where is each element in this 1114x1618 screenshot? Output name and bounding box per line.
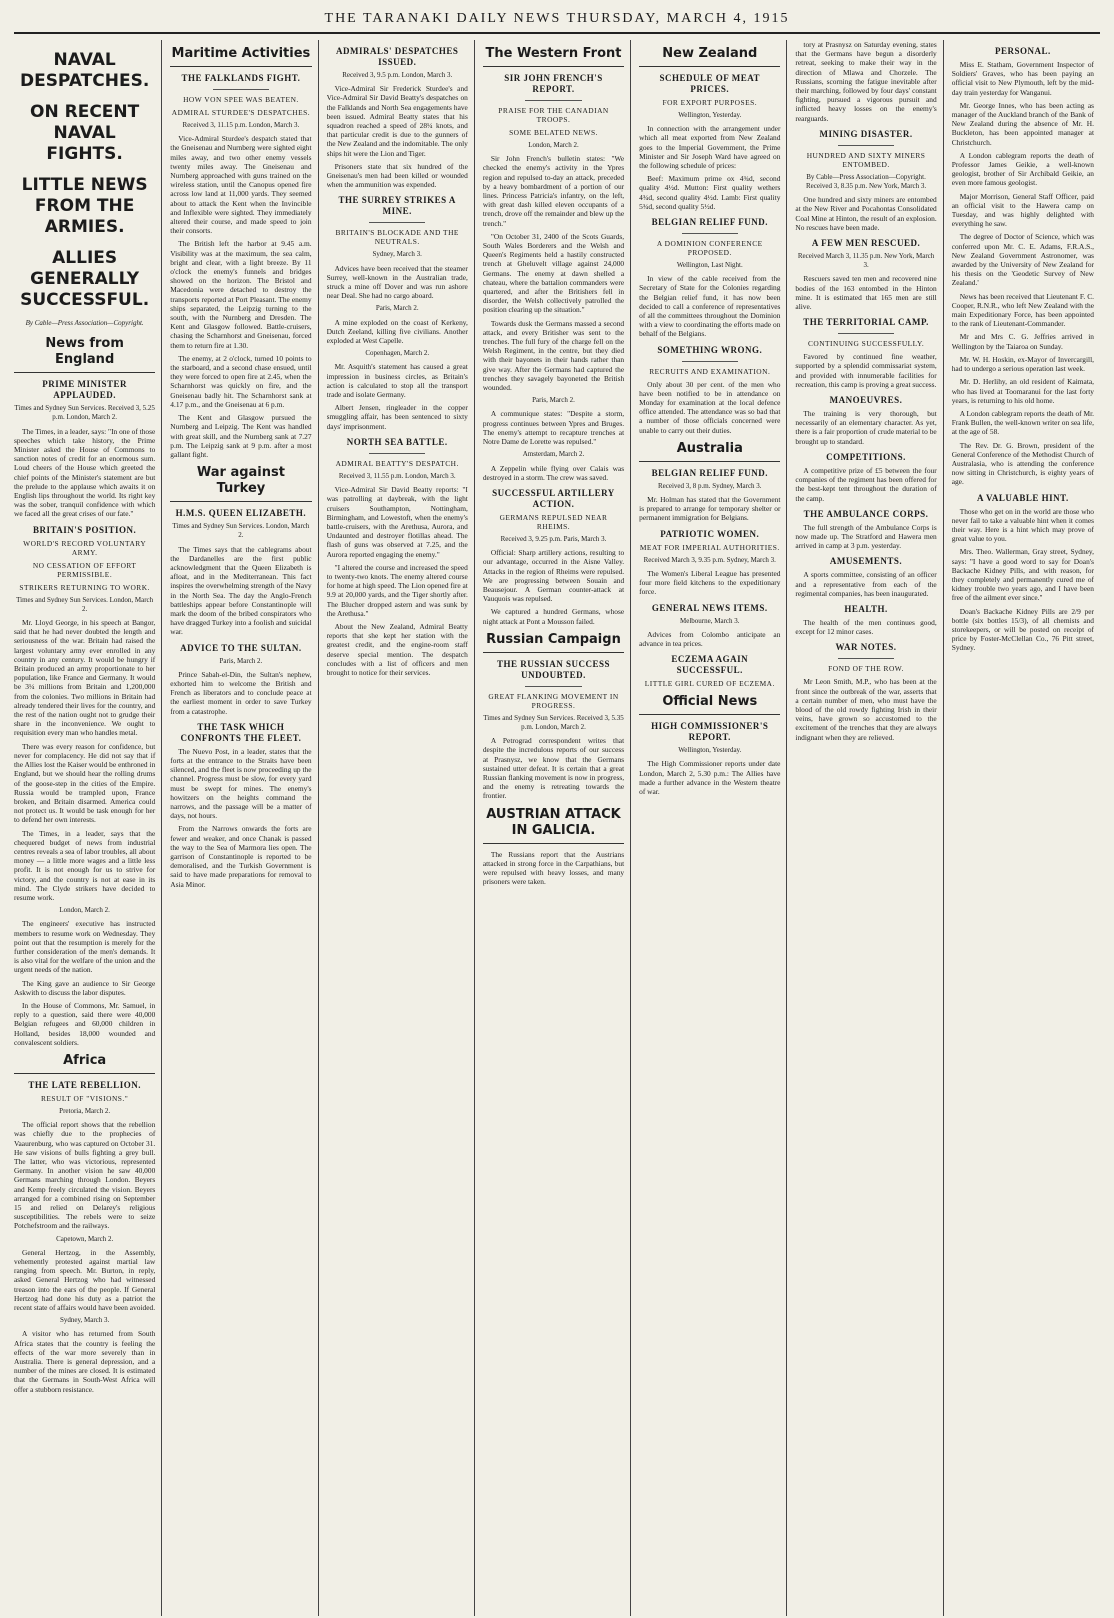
- article-paragraph: The training is very thorough, but necessarily of an elementary character. As yet, there is a fair proportion of crude material to be brought up to standard.: [795, 409, 937, 446]
- column-3: [327, 40, 475, 1616]
- article-paragraph: The engineers' executive has instructed members to resume work on Wednesday. They point out that the resumption is merely for the further consideration of the men's demands. It is also vital for the welfare of the union and the urgent needs of the nation.: [14, 919, 156, 975]
- sub-heading: NO CESSATION OF EFFORT PERMISSIBLE.: [32, 560, 137, 579]
- article-heading: MANOEUVRES.: [829, 395, 903, 406]
- article-paragraph: Doan's Backache Kidney Pills are 2/9 per bottle (six bottles 15/3), of all chemists and storekeepers, or will be posted on receipt of price by Foster-McClellan Co., 76 Pitt street, Sydney.: [951, 606, 1094, 653]
- sub-heading: HUNDRED AND SIXTY MINERS ENTOMBED.: [806, 150, 926, 169]
- article-heading: ECZEMA AGAIN SUCCESSFUL.: [671, 654, 749, 676]
- article-paragraph: Only about 30 per cent. of the men who have been notified to be in attendance on Monday for examination at the local defence office attended. The attendance was so bad that a number of those officials concerned were unable to carry out their duties.: [639, 379, 781, 435]
- dateline: London, March 2.: [528, 141, 579, 149]
- article-heading: MINING DISASTER.: [819, 128, 913, 139]
- sub-heading: FOR EXPORT PURPOSES.: [662, 98, 758, 107]
- article-paragraph: News has been received that Lieutenant F. C. Cooper, R.N.R., who left New Zealand with the main Expeditionary Force, has been appointed to the rank of Lieutenant-Commander.: [951, 291, 1094, 329]
- section-heading: Maritime Activities: [170, 46, 311, 67]
- sub-heading: SOME BELATED NEWS.: [509, 128, 598, 137]
- article-heading: THE TERRITORIAL CAMP.: [803, 317, 929, 328]
- dateline: Copenhagen, March 2.: [365, 349, 430, 358]
- article-heading: SIR JOHN FRENCH'S REPORT.: [504, 73, 603, 94]
- article-heading: SUCCESSFUL ARTILLERY ACTION.: [492, 487, 615, 509]
- article-paragraph: Vice-Admiral Sturdee's despatch stated that the Gneisenau and Nurnberg were sighted eight miles away, and two other enemy vessels twenty miles away. The Gneisenau and Nurnberg approached with guns trained on the wireless station, until the Canopus opened fire across low land at 11,000 yards. They seemed about to attack the Kent when the Invincible and Inflexible were sighted. They immediately altered their course, and made speed to join their consorts.: [170, 134, 312, 236]
- dateline: Paris, March 2.: [532, 396, 575, 405]
- article-paragraph: A Petrograd correspondent writes that despite the incredulous reports of our success at Prasnysz, we know that the Germans sustained utter defeat. It is certain that a great Russian flanking movement is now in progress, and the enemy is retreating towards the frontier.: [482, 736, 625, 801]
- dateline: Wellington, Yesterday.: [678, 746, 742, 755]
- article-paragraph: Mr. Asquith's statement has caused a great impression in business circles, as Britain's action is calculated to stop all the transport trade and isolate Germany.: [326, 362, 468, 400]
- dateline: Pretoria, March 2.: [59, 1106, 111, 1115]
- article-paragraph: The Russians report that the Austrians attacked in strong force in the Carpathians, but were repulsed with heavy losses, and many prisoners were taken.: [482, 849, 625, 887]
- column-2: [170, 40, 318, 1616]
- divider: [682, 233, 739, 234]
- sub-heading: BRITAIN'S BLOCKADE AND THE NEUTRALS.: [335, 228, 459, 247]
- article-paragraph: Beef: Maximum prime ox 4¾d, second quality 4½d. Mutton: First quality wethers 4¾d, second quality 4½d. Lamb: First quality 5¾d, second quality 5½d.: [639, 174, 781, 211]
- sub-heading: RESULT OF "VISIONS.": [40, 1093, 129, 1103]
- article-paragraph: One hundred and sixty miners are entombed at the New River and Pocahontas Consolidated Coal Mine at Hinton, the result of an explosion. No rescues have been made.: [795, 195, 937, 232]
- dateline: Paris, March 2.: [219, 656, 263, 665]
- article-paragraph: The official report shows that the rebellion was chiefly due to the prophecies of Vaaurenburg, who was captured on October 31. He saw visions of bulls fighting a grey bull. The latter, who was victorious, represented Germany. In another vision he saw 40,000 Germans marching through London. Beyers and Kemp freely circulated the vision. Beyers arranged for a combined rising on September 15 and relied on Delarey's religious susceptibilities. The rebels were to seize Potchefstroom and the railways.: [14, 1120, 156, 1231]
- sub-heading: STRIKERS RETURNING TO WORK.: [19, 582, 150, 592]
- cable-credit: By Cable—Press Association—Copyright.: [25, 319, 144, 327]
- headline: LITTLE NEWS FROM THE ARMIES.: [21, 175, 148, 237]
- article-paragraph: A communique states: "Despite a storm, progress continues between Ypres and Bruges. The enemy's attempt to recapture trenches at Notre Dame de Lorette was repulsed.": [482, 409, 625, 447]
- article-paragraph: Mr. George Innes, who has been acting as manager of the Auckland branch of the Bank of New Zealand during the absence of Mr. H. Buckleton, has been appointed manager at Christchurch.: [951, 100, 1094, 147]
- article-heading: BELGIAN RELIEF FUND.: [651, 217, 768, 228]
- article-heading: H.M.S. QUEEN ELIZABETH.: [175, 508, 307, 519]
- dateline: Times and Sydney Sun Services. Received 3, 5.25 p.m. London, March 2.: [14, 404, 155, 422]
- article-heading: THE AMBULANCE CORPS.: [803, 508, 929, 519]
- headline: ON RECENT NAVAL FIGHTS.: [30, 102, 140, 164]
- divider: [213, 89, 270, 90]
- article-heading: WAR NOTES.: [835, 642, 897, 653]
- article-paragraph: The King gave an audience to Sir George Askwith to discuss the labor disputes.: [14, 978, 156, 997]
- article-paragraph: Vice-Admiral Sir David Beatty reports: "I was patrolling at daybreak, with the light cruisers Southampton, Nottingham, Birmingham, and Lowestoft, when the enemy's battle-cruisers, with the Arethusa, Aurora, and Undaunted and destroyer flotillas ahead. The flash of guns was observed at 7.25, and the Aurora reported engaging the enemy.": [326, 485, 468, 559]
- column-7: [952, 40, 1100, 1616]
- divider: [369, 453, 426, 454]
- article-paragraph: A competitive prize of £5 between the four companies of the regiment has been offered for the best-kept tent throughout the duration of the camp.: [795, 465, 937, 503]
- article-heading: ADVICE TO THE SULTAN.: [180, 642, 302, 653]
- article-heading: THE SURREY STRIKES A MINE.: [338, 195, 456, 217]
- sub-heading: FOND OF THE ROW.: [828, 664, 904, 674]
- article-paragraph: The full strength of the Ambulance Corps is now made up. The Stratford and Hawera men arrived in camp at 3 p.m. yesterday.: [795, 522, 937, 551]
- article-paragraph: The Times says that the cablegrams about the Dardanelles are the first public acknowledgment that the Queen Elizabeth is afloat, and in the Mediterranean. This fact inspires the overwhelming strength of the Navy in the North Sea. The day the Anglo-French battleships appear before Constantinople will mark the doom of the bribed conspirators who have dragged Turkey into a foolish and suicidal war.: [170, 544, 312, 637]
- dateline: Wellington, Last Night.: [676, 261, 743, 270]
- article-paragraph: Prisoners state that six hundred of the Gneisenau's men had been killed or wounded when the ammunition was expended.: [326, 161, 468, 190]
- divider: [369, 222, 426, 223]
- divider: [838, 145, 895, 146]
- sub-heading: MEAT FOR IMPERIAL AUTHORITIES.: [639, 542, 780, 552]
- article-paragraph: Prince Sabah-el-Din, the Sultan's nephew, exhorted him to welcome the British and French as liberators and to conclude peace at the earliest moment in order to save Turkey from a catastrophe.: [170, 669, 312, 716]
- article-paragraph: The British left the harbor at 9.45 a.m. Visibility was at the maximum, the sea calm, bright and clear, with a light breeze. By 11 o'clock the enemy's funnels and bridges showed on the horizon. The Bristol and Macedonia were detached to destroy the transports reported at Port Pleasant. The enemy ships separated, the Leipzig turning to the south, with the Nurnberg and Dresden. The Kent and Glasgow followed. Battle-cruisers, chasing the Scharnhorst and Gneisenau, forced them to return fire at 1.30.: [170, 239, 312, 350]
- divider: [525, 686, 582, 687]
- masthead: THE TARANAKI DAILY NEWS THURSDAY, MARCH 4, 1915: [14, 6, 1100, 34]
- column-5: [639, 40, 787, 1616]
- column-grid: [14, 40, 1100, 1616]
- section-heading: News from England: [14, 336, 155, 373]
- article-paragraph: The degree of Doctor of Science, which was conferred upon Mr. C. E. Adams, F.R.A.S., New Zealand Government Astronomer, was awarded by the University of New Zealand for his thesis on the 'Geodetic Survey of New Zealand.': [951, 232, 1094, 288]
- article-paragraph: General Hertzog, in the Assembly, vehemently protested against martial law ranging from speech. Mr. Burton, in reply, asked General Hertzog who had witnessed treason into the ears of the people. If General Hertzog had done his duty as a patriot the recent state of affairs would have been avoided.: [14, 1247, 156, 1313]
- article-paragraph: Favored by continued fine weather, supported by a splendid commissariat system, and provided with innumerable facilities for recreation, this camp is proving a great success.: [795, 352, 937, 389]
- article-heading: THE LATE REBELLION.: [28, 1079, 141, 1090]
- article-paragraph: The High Commissioner reports under date London, March 2, 5.30 p.m.: The Allies have made a further advance in the Western theatre of war.: [639, 759, 781, 796]
- article-paragraph: From the Narrows onwards the forts are fewer and weaker, and once Chanak is passed the way to the Sea of Marmora lies open. The garrison of Constantinople is reported to be demoralised, and the Turkish Government is said to have made preparations for removal to Asia Minor.: [170, 824, 312, 889]
- sub-heading: CONTINUING SUCCESSFULLY.: [807, 339, 925, 349]
- dateline: Amsterdam, March 2.: [522, 450, 585, 459]
- dateline: London, March 2.: [59, 906, 110, 915]
- article-heading: ADMIRALS' DESPATCHES ISSUED.: [335, 46, 459, 67]
- dateline: By Cable—Press Association—Copyright. Received 3, 8.35 p.m. New York, March 3.: [805, 172, 927, 191]
- column-6: [795, 40, 943, 1616]
- article-paragraph: The Times, in a leader, says: "In one of those speeches which take history, the Prime Minister asked the House of Commons to sanction notes of credit for an enormous sum. Loud cheers of the House which greeted the chief points of the Minister's statement are but the prelude to the applause which awaits it on English lips throughout the world. Its right key was the sober, tranquil confidence with which we faced all the great crises of our fate.": [14, 426, 156, 519]
- article-paragraph: Sir John French's bulletin states: "We checked the enemy's activity in the Ypres region and repulsed to-day an attack, preceded by a heavy bombardment of a portion of our lines. Princess Patricia's infantry, on the left, with great dash killed eleven occupants of a trench, drove off the remainder and blew up the trench.": [482, 154, 625, 228]
- article-paragraph: The Times, in a leader, says that the chequered budget of news from industrial centres reveals a sea of labor troubles, all about money — a little more wages and a little less profit. It is not enough for us to strive for victory, and the country is not at ease in its mind. The Clyde strikers have decided to resume work.: [14, 828, 156, 902]
- article-paragraph: In view of the cable received from the Secretary of State for the Colonies regarding the Belgian relief fund, it has now been decided to call a conference of representatives of all the committees throughout the Dominion with a view to coordinating the efforts made on behalf of the Belgians.: [639, 274, 781, 339]
- article-heading: GENERAL NEWS ITEMS.: [651, 602, 768, 613]
- sub-heading: RECRUITS AND EXAMINATION.: [649, 366, 771, 376]
- article-paragraph: Towards dusk the Germans massed a second attack, and every Britisher was sent to the trenches. The full fury of the charge fell on the Welsh Regiment, in the centre, but they died with their bayonets in their hands rather than give way. After the Germans had captured the trenches they savagely bayoneted the British wounded.: [482, 318, 625, 393]
- dateline: Times and Sydney Sun Services. London, March 2.: [172, 522, 310, 540]
- article-paragraph: A mine exploded on the coast of Kerkeny, Dutch Zeeland, killing five civilians. Another exploded at West Capelle.: [326, 317, 468, 346]
- article-heading: SOMETHING WRONG.: [657, 344, 763, 355]
- article-paragraph: tory at Prasnysz on Saturday evening, states that the Germans have begun a disorderly retreat, seeking to make their way in the direction of Mlawa and Chorzele. The Russians, scorning the fatigue inevitable after their marching, followed by four days' constant fighting, pursued a vigorous pursuit and inflicted heavy losses on the enemy's rearguards.: [795, 40, 937, 123]
- article-paragraph: The Kent and Glasgow pursued the Nurnberg and Leipzig. The Kent was handled with great skill, and the Nurnberg sank at 7.27 p.m. The Leipzig sank at 9 p.m. after a most gallant fight.: [170, 413, 312, 459]
- section-heading: The Western Front: [483, 46, 624, 67]
- article-heading: PATRIOTIC WOMEN.: [660, 528, 760, 539]
- headline: NAVAL DESPATCHES.: [19, 50, 150, 91]
- sub-heading: LITTLE GIRL CURED OF ECZEMA.: [644, 679, 775, 689]
- article-heading: NORTH SEA BATTLE.: [346, 436, 448, 447]
- article-heading: BRITAIN'S POSITION.: [32, 524, 137, 535]
- article-paragraph: Those who get on in the world are those who never fail to take a valuable hint when it comes their way. Here is a hint which may prove of great value to you.: [951, 506, 1094, 544]
- section-heading: Russian Campaign: [483, 632, 624, 653]
- article-paragraph: In connection with the arrangement under which all meat exported from New Zealand goes to the Imperial Government, the Prime Minister and Sir Joseph Ward have agreed on the following schedule of prices:: [639, 124, 781, 171]
- dateline: Sydney, March 3.: [59, 1316, 110, 1325]
- dateline: Times and Sydney Sun Services. Received 3, 5.35 p.m. London, March 2.: [483, 713, 624, 731]
- article-paragraph: The Rev. Dr. G. Brown, president of the General Conference of the Methodist Church of Australasia, who is attending the conference now sitting in Christchurch, is eighty years of age.: [951, 440, 1094, 487]
- article-paragraph: A London cablegram reports the death of Professor James Geikie, a well-known geologist, brother of Sir Archibald Geikie, an even more famous geologist.: [951, 150, 1094, 188]
- article-heading: HIGH COMMISSIONER'S REPORT.: [651, 721, 769, 743]
- sub-heading: ADMIRAL STURDEE'S DESPATCHES.: [171, 108, 311, 117]
- section-heading: AUSTRIAN ATTACK IN GALICIA.: [483, 807, 624, 844]
- article-paragraph: The health of the men continues good, except for 12 minor cases.: [795, 617, 937, 637]
- dateline: Paris, March 2.: [375, 304, 419, 313]
- sub-heading: ADMIRAL BEATTY'S DESPATCH.: [335, 458, 459, 468]
- dateline: Received March 3, 11.35 p.m. New York, March 3.: [797, 252, 935, 270]
- dateline: Wellington, Yesterday.: [678, 111, 742, 119]
- article-heading: BELGIAN RELIEF FUND.: [651, 467, 768, 478]
- article-paragraph: The Nuevo Post, in a leader, states that the forts at the entrance to the Straits have been silenced, and the fleet is now proceeding up the channel. Progress must be slow, for every yard must be swept for mines. The enemy's howitzers on the heights command the narrows, and the passage will be a matter of days, not hours.: [170, 746, 312, 821]
- article-paragraph: A London cablegram reports the death of Mr. Frank Bullen, the well-known writer on sea life, at the age of 58.: [951, 408, 1094, 437]
- dateline: Received March 3, 9.35 p.m. Sydney, March 3.: [643, 555, 776, 564]
- article-paragraph: A Zeppelin while flying over Calais was destroyed in a storm. The crew was saved.: [482, 463, 625, 482]
- article-paragraph: Mr and Mrs C. G. Jeffries arrived in Wellington by the Taiaroa on Sunday.: [951, 332, 1094, 351]
- article-heading: COMPETITIONS.: [826, 451, 906, 462]
- article-heading: SCHEDULE OF MEAT PRICES.: [659, 73, 761, 94]
- article-paragraph: Mr Leon Smith, M.P., who has been at the front since the outbreak of the war, asserts that a certain number of men, who must have the blood of the old rowdy fighting Irish in their veins, have grown so accustomed to the excitement of the trenches that they are always indignant when they are relieved.: [795, 677, 937, 742]
- headline: ALLIES GENERALLY SUCCESSFUL.: [20, 248, 150, 310]
- article-heading: PERSONAL.: [994, 46, 1051, 56]
- section-heading: Africa: [14, 1053, 155, 1074]
- article-paragraph: Mr. D. Herlihy, an old resident of Kaimata, who has lived at Toomaranui for the last forty years, is returning to his old home.: [951, 377, 1094, 405]
- article-paragraph: "On October 31, 2400 of the Scots Guards, South Wales Borderers and the Welsh and Queen's Regiments held a hastily constructed trench at Gheluvelt village against 24,000 Germans. The enemy at dawn shelled a chateau, where the battalion commanders were quartered, and after the Britishers fell in disorder, the Welsh collectively patrolled the position clearing up the situation.": [482, 231, 625, 315]
- article-heading: THE TASK WHICH CONFRONTS THE FLEET.: [180, 721, 302, 743]
- divider: [838, 658, 895, 659]
- dateline: Received 3, 9.25 p.m. Paris, March 3.: [500, 534, 607, 543]
- dateline: Received 3, 11.55 p.m. London, March 3.: [338, 471, 456, 480]
- divider: [525, 100, 582, 101]
- article-paragraph: "I altered the course and increased the speed to twenty-two knots. The enemy altered course for home at high speed. The Lion opened fire at 9.9 at 20,000 yards, and the Tiger shortly after. The Blucher dropped astern and was sunk by the Arethusa.": [326, 562, 468, 618]
- article-paragraph: We captured a hundred Germans, whose night attack at Pont a Mousson failed.: [482, 607, 625, 626]
- article-heading: A FEW MEN RESCUED.: [811, 238, 921, 249]
- article-paragraph: The Women's Liberal League has presented four more field kitchens to the expeditionary force.: [639, 568, 781, 597]
- article-paragraph: Mrs. Theo. Wallerman, Gray street, Sydney, says: "I have a good word to say for Doan's Backache Kidney Pills, and with reason, for they completely and permanently cured me of kidney trouble two years ago, and I have been free of the ailment ever since.": [951, 547, 1094, 603]
- article-paragraph: Mr. Lloyd George, in his speech at Bangor, said that he had never doubted the length and seriousness of the war. Britain had raised the largest voluntary army ever enrolled in any country in any century. It would be hungry if Britain produced an army proportionate to her population, like France and Germany. It would be 3¼ millions from Britain and 1,200,000 from the colonies. Two millions in Britain had already tendered their lives for the country, and the rest of the nation ought not to grudge their share in the inconvenience. We ought to requisition every man who handles metal.: [14, 618, 156, 738]
- divider: [682, 361, 739, 362]
- article-paragraph: About the New Zealand, Admiral Beatty reports that she kept her station with the greatest credit, and the engine-room staff deserve special mention. The despatch concludes with a list of officers and men brought to notice for their services.: [326, 621, 468, 677]
- article-paragraph: There was every reason for confidence, but never for complacency. He did not say that if the Allies lost the Kaiser would be enthroned in England, but we should hear the rolling drums of the goose-step in the cities of the Empire. Russia would be trampled upon, France broken, and Britain disarmed. America could not protect us. It would be task enough for her to defend her own interests.: [14, 741, 156, 825]
- dateline: Melbourne, March 3.: [680, 616, 740, 625]
- section-heading: Official News: [639, 694, 780, 715]
- article-paragraph: Mr. W. H. Hoskin, ex-Mayor of Invercargill, had to undergo a serious operation last week.: [951, 354, 1094, 374]
- column-4: [483, 40, 631, 1616]
- column-1: [14, 40, 162, 1616]
- dateline: Received 3, 8 p.m. Sydney, March 3.: [658, 481, 762, 490]
- article-paragraph: Mr. Holman has stated that the Government is prepared to arrange for temporary shelter or permanent immigration for Belgians.: [639, 495, 781, 523]
- article-heading: THE RUSSIAN SUCCESS UNDOUBTED.: [496, 658, 611, 680]
- article-heading: PRIME MINISTER APPLAUDED.: [42, 379, 128, 401]
- sub-heading: A DOMINION CONFERENCE PROPOSED.: [656, 239, 763, 258]
- article-paragraph: Miss E. Statham, Government Inspector of Soldiers' Graves, who has been paying an official visit to New Plymouth, left by the mid-day train yesterday for Wanganui.: [951, 60, 1094, 97]
- sub-heading: WORLD'S RECORD VOLUNTARY ARMY.: [23, 538, 147, 557]
- section-heading: Australia: [639, 441, 780, 462]
- article-heading: A VALUABLE HINT.: [976, 492, 1069, 503]
- sub-heading: GERMANS REPULSED NEAR RHEIMS.: [499, 512, 608, 531]
- sub-heading: HOW VON SPEE WAS BEATEN.: [183, 95, 299, 104]
- article-heading: THE FALKLANDS FIGHT.: [181, 73, 301, 83]
- dateline: Times and Sydney Sun Services. London, March 2.: [16, 595, 154, 613]
- article-paragraph: Albert Jensen, ringleader in the copper smuggling affair, has been sentenced to sixty days' imprisonment.: [326, 403, 468, 431]
- article-paragraph: Advices from Colombo anticipate an advance in tea prices.: [639, 629, 781, 648]
- article-paragraph: A visitor who has returned from South Africa states that the country is feeling the effects of the war more severely than in Australia. There is general depression, and a number of the mines are closed. It is estimated that the Germans in South-West Africa will offer a stubborn resistance.: [14, 1329, 156, 1394]
- article-paragraph: A sports committee, consisting of an officer and a representative from each of the regimental companies, has been inaugurated.: [795, 570, 937, 598]
- dateline: Received 3, 9.5 p.m. London, March 3.: [342, 71, 453, 79]
- article-paragraph: In the House of Commons, Mr. Samuel, in reply to a question, said there were 40,000 Belgian refugees and 60,000 children in Holland, besides 18,000 wounded and convalescent soldiers.: [14, 1000, 156, 1047]
- article-paragraph: The enemy, at 2 o'clock, turned 10 points to the starboard, and a second chase ensued, until they were forced to open fire at 2.45, when the Scharnhorst was quickly on fire, and the Gneisenau badly hit. The Scharnhorst sank at 4.17 p.m., and the Gneisenau at 6 p.m.: [170, 353, 312, 409]
- article-paragraph: Rescuers saved ten men and recovered nine bodies of the 163 entombed in the Hinton mine. It is estimated that 165 men are still alive.: [795, 274, 937, 312]
- article-paragraph: Advices have been received that the steamer Surrey, well-known in the Australian trade, struck a mine off Dover and was run ashore near Deal. She had no cargo aboard.: [326, 263, 468, 301]
- article-paragraph: Official: Sharp artillery actions, resulting to our advantage, occurred in the Aisne Valley. Attacks in the region of Rheims were repulsed. We are progressing between Souain and Beausejour. A German counter-attack at Vauquois was repulsed.: [482, 548, 625, 604]
- article-heading: HEALTH.: [844, 603, 888, 614]
- sub-heading: PRAISE FOR THE CANADIAN TROOPS.: [498, 106, 609, 124]
- dateline: Sydney, March 3.: [372, 250, 422, 259]
- section-heading: New Zealand: [639, 46, 780, 67]
- article-paragraph: Vice-Admiral Sir Frederick Sturdee's and Vice-Admiral Sir David Beatty's despatches on the Falklands and North Sea engagements have been issued. Admiral Beatty states that his squadron reached a speed of 28¼ knots, and that particular credit is due to the gunners of the New Zealand and the indomitable. The only ships hit were the Lion and Tiger.: [326, 84, 468, 158]
- dateline: Capetown, March 2.: [56, 1234, 114, 1243]
- section-heading: War against Turkey: [170, 465, 311, 502]
- divider: [838, 333, 895, 334]
- sub-heading: GREAT FLANKING MOVEMENT IN PROGRESS.: [488, 691, 619, 710]
- article-paragraph: Major Morrison, General Staff Officer, paid an official visit to the Hawera camp on Tuesday, and was highly delighted with everything he saw.: [951, 191, 1094, 229]
- dateline: Received 3, 11.15 p.m. London, March 3.: [182, 121, 300, 129]
- article-heading: AMUSEMENTS.: [829, 556, 903, 567]
